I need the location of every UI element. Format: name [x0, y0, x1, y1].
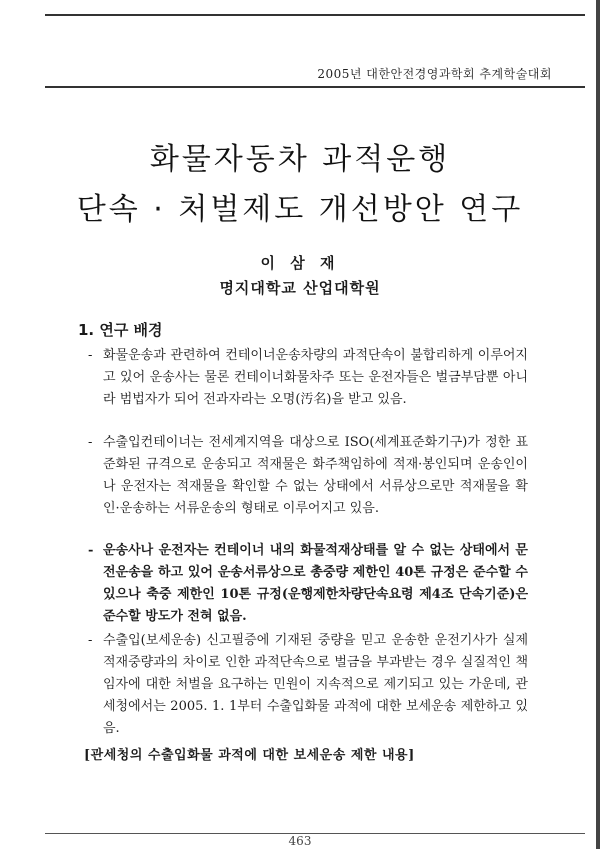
bullet-dash: -	[88, 435, 93, 450]
bullet-dash: -	[88, 348, 93, 363]
paragraph-text: 운송사나 운전자는 컨테이너 내의 화물적재상태를 알 수 없는 상태에서 문전운송을 하고 있어 운송서류상으로 총중량 제한인 40톤 규정은 준수할 수 있으나 축중 제한인 10톤 규정(운행제한차량단속요령 제4조 단속기준)은 준수할 방도가 전혀 없음.	[103, 543, 528, 624]
scan-edge	[596, 0, 600, 849]
top-border-line	[45, 14, 585, 16]
title-line-1: 화물자동차 과적운행	[149, 142, 451, 177]
paragraph-2	[88, 432, 528, 520]
bullet-dash: -	[88, 543, 94, 558]
section-heading: 1. 연구 배경	[78, 321, 163, 339]
paragraph-text: 화물운송과 관련하여 컨테이너운송차량의 과적단속이 불합리하게 이루어지고 있어 운송사는 물론 컨테이너화물차주 또는 운전자들은 벌금부담뿐 아니라 범법자가 되어 전과자라는 오명(汚名)을 받고 있음.	[103, 348, 528, 407]
paragraph-3	[88, 540, 528, 628]
paragraph-4	[88, 630, 528, 740]
paragraph-text: 수출입컨테이너는 전세계지역을 대상으로 ISO(세계표준화기구)가 정한 표준화된 규격으로 운송되고 적재물은 화주책임하에 적재·봉인되며 운송인이나 운전자는 적재물을 확인할 수 없는 상태에서 서류상으로만 적재물을 확인·운송하는 서류운송의 형태로 이루어지고 있음.	[103, 435, 528, 516]
paragraph-1	[88, 345, 528, 411]
header-rule	[45, 86, 585, 88]
title-line-2: 단속 · 처벌제도 개선방안 연구	[76, 192, 524, 227]
page-number: 463	[288, 834, 312, 848]
bullet-dash: -	[88, 633, 93, 648]
author-name: 이 삼 재	[260, 254, 340, 272]
table-caption: [관세청의 수출입화물 과적에 대한 보세운송 제한 내용]	[84, 748, 415, 763]
author-affiliation: 명지대학교 산업대학원	[219, 279, 381, 297]
running-header: 2005년 대한안전경영과학회 추계학술대회	[317, 67, 552, 81]
paragraph-text: 수출입(보세운송) 신고필증에 기재된 중량을 믿고 운송한 운전기사가 실제 적재중량과의 차이로 인한 과적단속으로 벌금을 부과받는 경우 실질적인 책임자에 대한 처벌을 요구하는 민원이 지속적으로 제기되고 있는 가운데, 관세청에서는 2005. 1. 1부터 수출입화물 과적에 대한 보세운송 제한하고 있음.	[103, 633, 528, 736]
